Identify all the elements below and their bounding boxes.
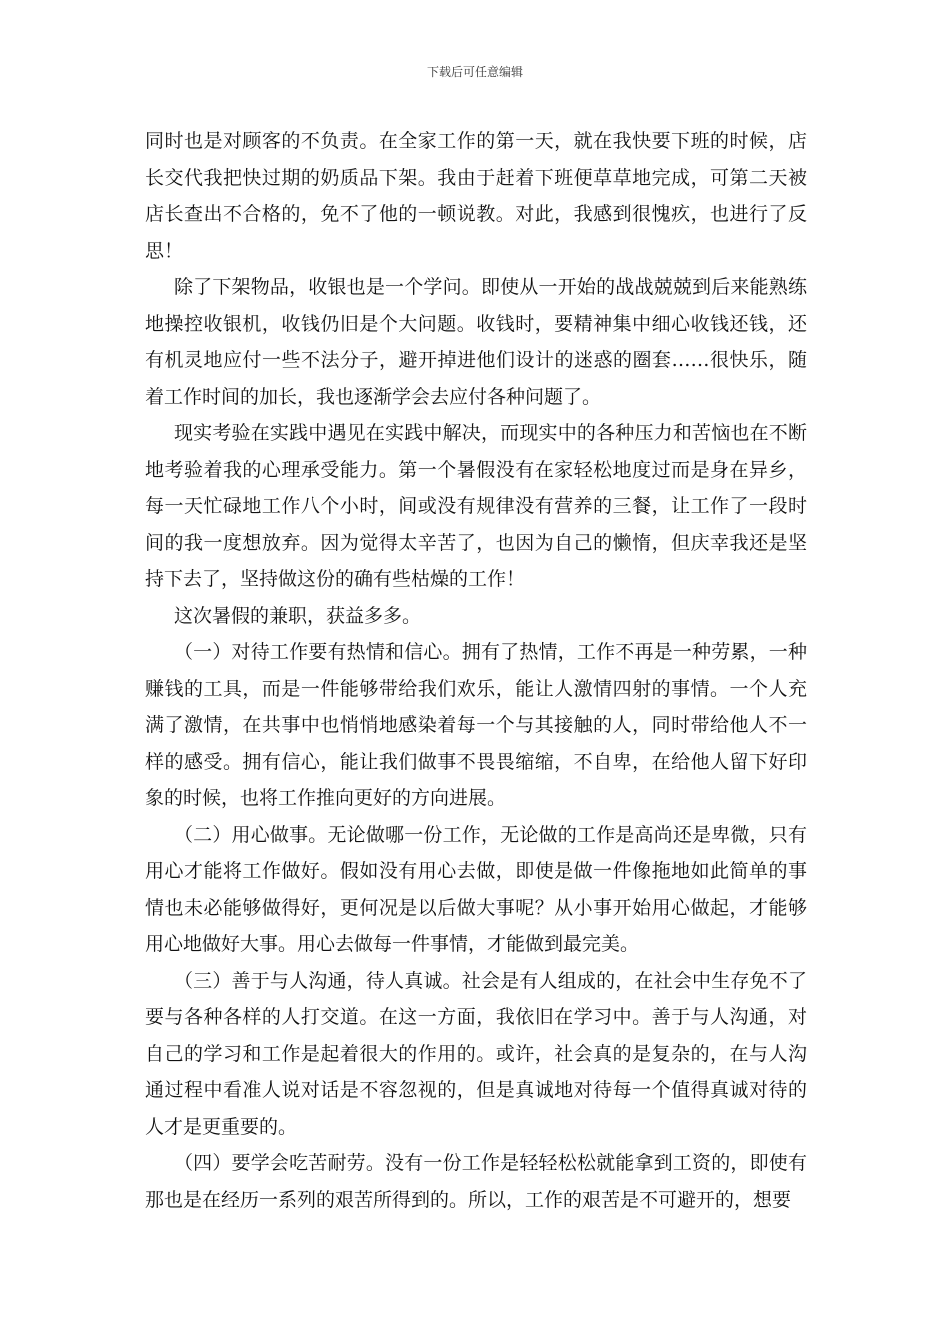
document-body <box>145 123 807 1218</box>
paragraph-summary: 这次暑假的兼职，获益多多。 <box>174 604 422 627</box>
paragraph-checkout: 除了下架物品，收银也是一个学问。即使从一开始的战战兢兢到后来能熟练地操控收银机，收钱仍旧是个大问题。收钱时，要精神集中细心收钱还钱，还有机灵地应付一些不法分子，避开掉进他们设计的迷惑的圈套……很快乐，随着工作时间的加长，我也逐渐学会去应付各种问题了。 <box>145 276 807 408</box>
paragraph-point-1: （一）对待工作要有热情和信心。拥有了热情，工作不再是一种劳累，一种赚钱的工具，而是一件能够带给我们欢乐，能让人激情四射的事情。一个人充满了激情，在共事中也悄悄地感染着每一个与其接触的人，同时带给他人不一样的感受。拥有信心，能让我们做事不畏畏缩缩，不自卑，在给他人留下好印象的时候，也将工作推向更好的方向进展。 <box>145 641 807 809</box>
paragraph-point-3: （三）善于与人沟通，待人真诚。社会是有人组成的，在社会中生存免不了要与各种各样的人打交道。在这一方面，我依旧在学习中。善于与人沟通，对自己的学习和工作是起着很大的作用的。或许，社会真的是复杂的，在与人沟通过程中看准人说对话是不容忽视的，但是真诚地对待每一个值得真诚对待的人才是更重要的。 <box>145 969 807 1138</box>
paragraph-pressure: 现实考验在实践中遇见在实践中解决，而现实中的各种压力和苦恼也在不断地考验着我的心理承受能力。第一个暑假没有在家轻松地度过而是身在异乡，每一天忙碌地工作八个小时，间或没有规律没有营养的三餐，让工作了一段时间的我一度想放弃。因为觉得太辛苦了，也因为自己的懒惰，但庆幸我还是坚持下去了，坚持做这份的确有些枯燥的工作！ <box>145 422 807 590</box>
page-header: 下载后可任意编辑 <box>426 65 523 79</box>
paragraph-point-2: （二）用心做事。无论做哪一份工作，无论做的工作是高尚还是卑微，只有用心才能将工作做好。假如没有用心去做，即使是做一件像拖地如此简单的事情也未必能够做得好，更何况是以后做大事呢？从小事开始用心做起，才能够用心地做好大事。用心去做每一件事情，才能做到最完美。 <box>145 823 807 955</box>
paragraph-continued: 同时也是对顾客的不负责。在全家工作的第一天，就在我快要下班的时候，店长交代我把快过期的奶质品下架。我由于赶着下班便草草地完成，可第二天被店长查出不合格的，免不了他的一顿说教。对此，我感到很愧疚，也进行了反思！ <box>145 130 807 262</box>
paragraph-point-4: （四）要学会吃苦耐劳。没有一份工作是轻轻松松就能拿到工资的，即使有那也是在经历一系列的艰苦所得到的。所以，工作的艰苦是不可避开的，想要 <box>145 1152 807 1211</box>
